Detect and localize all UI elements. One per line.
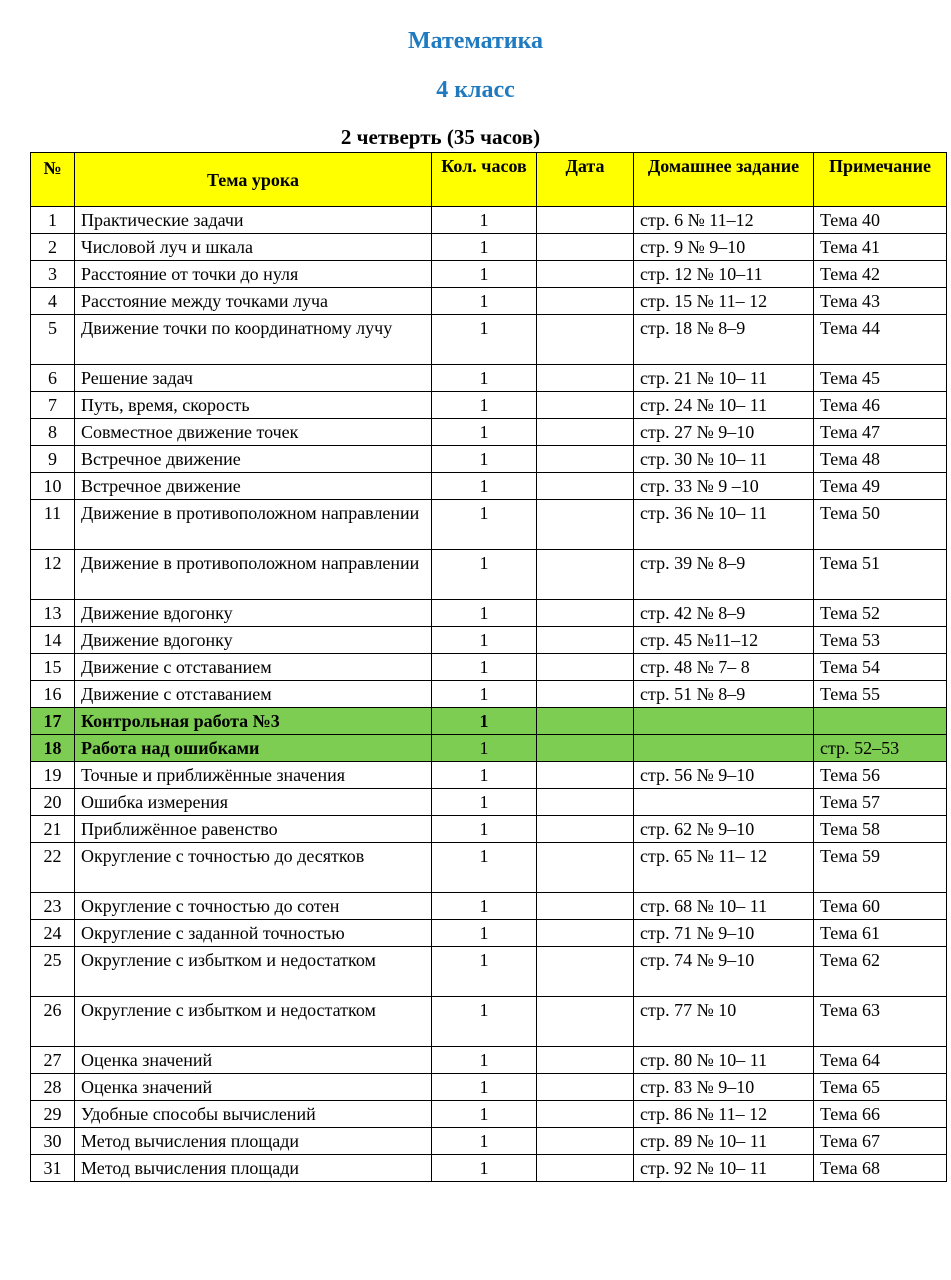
lesson-number: 23: [31, 893, 75, 920]
lesson-number: 16: [31, 681, 75, 708]
lesson-date: [537, 234, 634, 261]
table-row: [31, 419, 947, 446]
lesson-number: 10: [31, 473, 75, 500]
lesson-note: Тема 66: [814, 1101, 947, 1128]
lesson-topic: Встречное движение: [75, 446, 432, 473]
lesson-number: 15: [31, 654, 75, 681]
lesson-homework: [634, 789, 814, 816]
table-row: [31, 816, 947, 843]
lesson-date: [537, 392, 634, 419]
subject-title: Математика: [407, 28, 544, 54]
lesson-note: [814, 708, 947, 735]
lesson-topic: Решение задач: [75, 365, 432, 392]
lesson-date: [537, 843, 634, 893]
col-header-homework: Домашнее задание: [634, 153, 814, 207]
lesson-note: Тема 61: [814, 920, 947, 947]
lesson-note: Тема 57: [814, 789, 947, 816]
lesson-number: 26: [31, 997, 75, 1047]
lesson-homework: стр. 48 № 7– 8: [634, 654, 814, 681]
lesson-topic: Движение в противоположном направлении: [75, 500, 432, 550]
lesson-date: [537, 600, 634, 627]
lesson-hours: 1: [432, 627, 537, 654]
lesson-note: Тема 47: [814, 419, 947, 446]
lesson-number: 27: [31, 1047, 75, 1074]
lesson-date: [537, 315, 634, 365]
lesson-homework: стр. 51 № 8–9: [634, 681, 814, 708]
lesson-hours: 1: [432, 735, 537, 762]
lesson-note: Тема 62: [814, 947, 947, 997]
lesson-topic: Встречное движение: [75, 473, 432, 500]
lesson-homework: стр. 74 № 9–10: [634, 947, 814, 997]
lesson-note: Тема 46: [814, 392, 947, 419]
lesson-date: [537, 261, 634, 288]
table-row: [31, 735, 947, 762]
lesson-topic: Практические задачи: [75, 207, 432, 234]
lesson-hours: 1: [432, 816, 537, 843]
lesson-homework: стр. 24 № 10– 11: [634, 392, 814, 419]
lesson-date: [537, 550, 634, 600]
lesson-note: Тема 60: [814, 893, 947, 920]
lesson-note: Тема 53: [814, 627, 947, 654]
lesson-homework: стр. 65 № 11– 12: [634, 843, 814, 893]
lesson-topic: Движение с отставанием: [75, 654, 432, 681]
lesson-number: 19: [31, 762, 75, 789]
lesson-homework: стр. 42 № 8–9: [634, 600, 814, 627]
lesson-topic: Метод вычисления площади: [75, 1128, 432, 1155]
lesson-topic: Совместное движение точек: [75, 419, 432, 446]
lesson-date: [537, 365, 634, 392]
lesson-homework: стр. 36 № 10– 11: [634, 500, 814, 550]
lesson-hours: 1: [432, 261, 537, 288]
table-row: [31, 315, 947, 365]
lesson-hours: 1: [432, 1074, 537, 1101]
lesson-date: [537, 627, 634, 654]
table-row: [31, 843, 947, 893]
lesson-topic: Округление с избытком и недостатком: [75, 947, 432, 997]
table-row: [31, 947, 947, 997]
lesson-number: 30: [31, 1128, 75, 1155]
lesson-hours: 1: [432, 1155, 537, 1182]
col-header-date: Дата: [537, 153, 634, 207]
table-row: [31, 893, 947, 920]
lesson-topic: Приближённое равенство: [75, 816, 432, 843]
lesson-plan-table: [30, 152, 947, 1182]
table-row: [31, 1047, 947, 1074]
lesson-number: 20: [31, 789, 75, 816]
lesson-date: [537, 1047, 634, 1074]
lesson-topic: Контрольная работа №3: [75, 708, 432, 735]
table-row: [31, 288, 947, 315]
lesson-homework: стр. 21 № 10– 11: [634, 365, 814, 392]
lesson-hours: 1: [432, 654, 537, 681]
lesson-topic: Работа над ошибками: [75, 735, 432, 762]
lesson-hours: 1: [432, 947, 537, 997]
lesson-number: 31: [31, 1155, 75, 1182]
lesson-hours: 1: [432, 446, 537, 473]
lesson-number: 13: [31, 600, 75, 627]
lesson-hours: 1: [432, 681, 537, 708]
col-header-topic: Тема урока: [75, 153, 432, 207]
lesson-number: 22: [31, 843, 75, 893]
table-body: [31, 207, 947, 1182]
lesson-date: [537, 654, 634, 681]
lesson-date: [537, 789, 634, 816]
lesson-topic: Округление с точностью до сотен: [75, 893, 432, 920]
lesson-note: Тема 55: [814, 681, 947, 708]
lesson-number: 14: [31, 627, 75, 654]
lesson-homework: стр. 71 № 9–10: [634, 920, 814, 947]
lesson-date: [537, 473, 634, 500]
table-row: [31, 473, 947, 500]
lesson-topic: Расстояние от точки до нуля: [75, 261, 432, 288]
lesson-date: [537, 446, 634, 473]
lesson-homework: стр. 27 № 9–10: [634, 419, 814, 446]
lesson-date: [537, 1074, 634, 1101]
lesson-hours: 1: [432, 288, 537, 315]
table-row: [31, 500, 947, 550]
lesson-date: [537, 762, 634, 789]
lesson-number: 17: [31, 708, 75, 735]
lesson-homework: стр. 33 № 9 –10: [634, 473, 814, 500]
lesson-topic: Числовой луч и шкала: [75, 234, 432, 261]
table-row: [31, 627, 947, 654]
lesson-homework: стр. 30 № 10– 11: [634, 446, 814, 473]
lesson-hours: 1: [432, 1101, 537, 1128]
lesson-number: 7: [31, 392, 75, 419]
table-row: [31, 600, 947, 627]
col-header-number: №: [31, 153, 75, 207]
lesson-date: [537, 681, 634, 708]
lesson-homework: стр. 45 №11–12: [634, 627, 814, 654]
lesson-topic: Движение в противоположном направлении: [75, 550, 432, 600]
col-header-hours: Кол. часов: [432, 153, 537, 207]
lesson-homework: стр. 18 № 8–9: [634, 315, 814, 365]
lesson-homework: [634, 708, 814, 735]
table-row: [31, 997, 947, 1047]
lesson-topic: Точные и приближённые значения: [75, 762, 432, 789]
table-row: [31, 365, 947, 392]
lesson-date: [537, 1101, 634, 1128]
table-header-row: [31, 153, 947, 207]
lesson-hours: 1: [432, 1047, 537, 1074]
lesson-homework: стр. 56 № 9–10: [634, 762, 814, 789]
table-row: [31, 789, 947, 816]
lesson-number: 18: [31, 735, 75, 762]
lesson-note: Тема 58: [814, 816, 947, 843]
lesson-topic: Оценка значений: [75, 1047, 432, 1074]
lesson-topic: Движение вдогонку: [75, 600, 432, 627]
table-row: [31, 1155, 947, 1182]
lesson-homework: стр. 83 № 9–10: [634, 1074, 814, 1101]
lesson-hours: 1: [432, 789, 537, 816]
lesson-homework: стр. 62 № 9–10: [634, 816, 814, 843]
lesson-number: 2: [31, 234, 75, 261]
lesson-homework: стр. 68 № 10– 11: [634, 893, 814, 920]
lesson-homework: стр. 12 № 10–11: [634, 261, 814, 288]
lesson-hours: 1: [432, 365, 537, 392]
lesson-homework: стр. 39 № 8–9: [634, 550, 814, 600]
lesson-hours: 1: [432, 997, 537, 1047]
lesson-topic: Округление с заданной точностью: [75, 920, 432, 947]
lesson-homework: стр. 86 № 11– 12: [634, 1101, 814, 1128]
lesson-topic: Движение вдогонку: [75, 627, 432, 654]
table-row: [31, 446, 947, 473]
lesson-note: Тема 48: [814, 446, 947, 473]
lesson-topic: Расстояние между точками луча: [75, 288, 432, 315]
lesson-number: 6: [31, 365, 75, 392]
lesson-topic: Метод вычисления площади: [75, 1155, 432, 1182]
lesson-hours: 1: [432, 315, 537, 365]
lesson-number: 21: [31, 816, 75, 843]
table-row: [31, 261, 947, 288]
table-row: [31, 654, 947, 681]
lesson-note: стр. 52–53: [814, 735, 947, 762]
lesson-date: [537, 288, 634, 315]
lesson-hours: 1: [432, 392, 537, 419]
lesson-hours: 1: [432, 419, 537, 446]
lesson-number: 28: [31, 1074, 75, 1101]
lesson-note: Тема 63: [814, 997, 947, 1047]
lesson-date: [537, 816, 634, 843]
table-row: [31, 708, 947, 735]
lesson-note: Тема 59: [814, 843, 947, 893]
lesson-note: Тема 54: [814, 654, 947, 681]
lesson-date: [537, 419, 634, 446]
lesson-note: Тема 68: [814, 1155, 947, 1182]
lesson-date: [537, 708, 634, 735]
lesson-note: Тема 44: [814, 315, 947, 365]
table-row: [31, 762, 947, 789]
lesson-homework: стр. 6 № 11–12: [634, 207, 814, 234]
lesson-hours: 1: [432, 550, 537, 600]
lesson-number: 8: [31, 419, 75, 446]
lesson-hours: 1: [432, 207, 537, 234]
lesson-number: 25: [31, 947, 75, 997]
lesson-number: 3: [31, 261, 75, 288]
lesson-homework: стр. 89 № 10– 11: [634, 1128, 814, 1155]
lesson-homework: стр. 80 № 10– 11: [634, 1047, 814, 1074]
lesson-hours: 1: [432, 473, 537, 500]
lesson-note: Тема 43: [814, 288, 947, 315]
lesson-topic: Ошибка измерения: [75, 789, 432, 816]
lesson-number: 9: [31, 446, 75, 473]
lesson-note: Тема 51: [814, 550, 947, 600]
lesson-number: 1: [31, 207, 75, 234]
lesson-date: [537, 500, 634, 550]
lesson-note: Тема 49: [814, 473, 947, 500]
lesson-date: [537, 893, 634, 920]
col-header-note: Примечание: [814, 153, 947, 207]
lesson-hours: 1: [432, 920, 537, 947]
lesson-date: [537, 207, 634, 234]
lesson-number: 29: [31, 1101, 75, 1128]
lesson-homework: стр. 92 № 10– 11: [634, 1155, 814, 1182]
lesson-note: Тема 41: [814, 234, 947, 261]
lesson-number: 5: [31, 315, 75, 365]
lesson-hours: 1: [432, 234, 537, 261]
lesson-date: [537, 920, 634, 947]
lesson-topic: Оценка значений: [75, 1074, 432, 1101]
table-row: [31, 1101, 947, 1128]
table-row: [31, 207, 947, 234]
lesson-note: Тема 50: [814, 500, 947, 550]
lesson-number: 12: [31, 550, 75, 600]
lesson-note: Тема 42: [814, 261, 947, 288]
lesson-number: 11: [31, 500, 75, 550]
table-row: [31, 234, 947, 261]
lesson-note: Тема 45: [814, 365, 947, 392]
quarter-title: 2 четверть (35 часов): [340, 125, 541, 149]
lesson-hours: 1: [432, 500, 537, 550]
lesson-date: [537, 997, 634, 1047]
grade-title: 4 класс: [436, 77, 515, 103]
lesson-note: Тема 40: [814, 207, 947, 234]
lesson-topic: Путь, время, скорость: [75, 392, 432, 419]
lesson-homework: стр. 77 № 10: [634, 997, 814, 1047]
lesson-topic: Движение с отставанием: [75, 681, 432, 708]
lesson-homework: стр. 15 № 11– 12: [634, 288, 814, 315]
lesson-topic: Движение точки по координатному лучу: [75, 315, 432, 365]
lesson-note: Тема 52: [814, 600, 947, 627]
lesson-number: 4: [31, 288, 75, 315]
lesson-date: [537, 1128, 634, 1155]
lesson-topic: Округление с избытком и недостатком: [75, 997, 432, 1047]
lesson-homework: стр. 9 № 9–10: [634, 234, 814, 261]
lesson-note: Тема 64: [814, 1047, 947, 1074]
lesson-number: 24: [31, 920, 75, 947]
lesson-homework: [634, 735, 814, 762]
lesson-date: [537, 735, 634, 762]
lesson-topic: Удобные способы вычислений: [75, 1101, 432, 1128]
lesson-note: Тема 65: [814, 1074, 947, 1101]
table-row: [31, 681, 947, 708]
lesson-topic: Округление с точностью до десятков: [75, 843, 432, 893]
table-row: [31, 392, 947, 419]
lesson-hours: 1: [432, 893, 537, 920]
lesson-hours: 1: [432, 843, 537, 893]
lesson-hours: 1: [432, 762, 537, 789]
lesson-note: Тема 67: [814, 1128, 947, 1155]
table-row: [31, 920, 947, 947]
table-row: [31, 550, 947, 600]
table-row: [31, 1074, 947, 1101]
lesson-note: Тема 56: [814, 762, 947, 789]
lesson-hours: 1: [432, 600, 537, 627]
lesson-hours: 1: [432, 708, 537, 735]
lesson-hours: 1: [432, 1128, 537, 1155]
lesson-date: [537, 1155, 634, 1182]
lesson-date: [537, 947, 634, 997]
table-row: [31, 1128, 947, 1155]
